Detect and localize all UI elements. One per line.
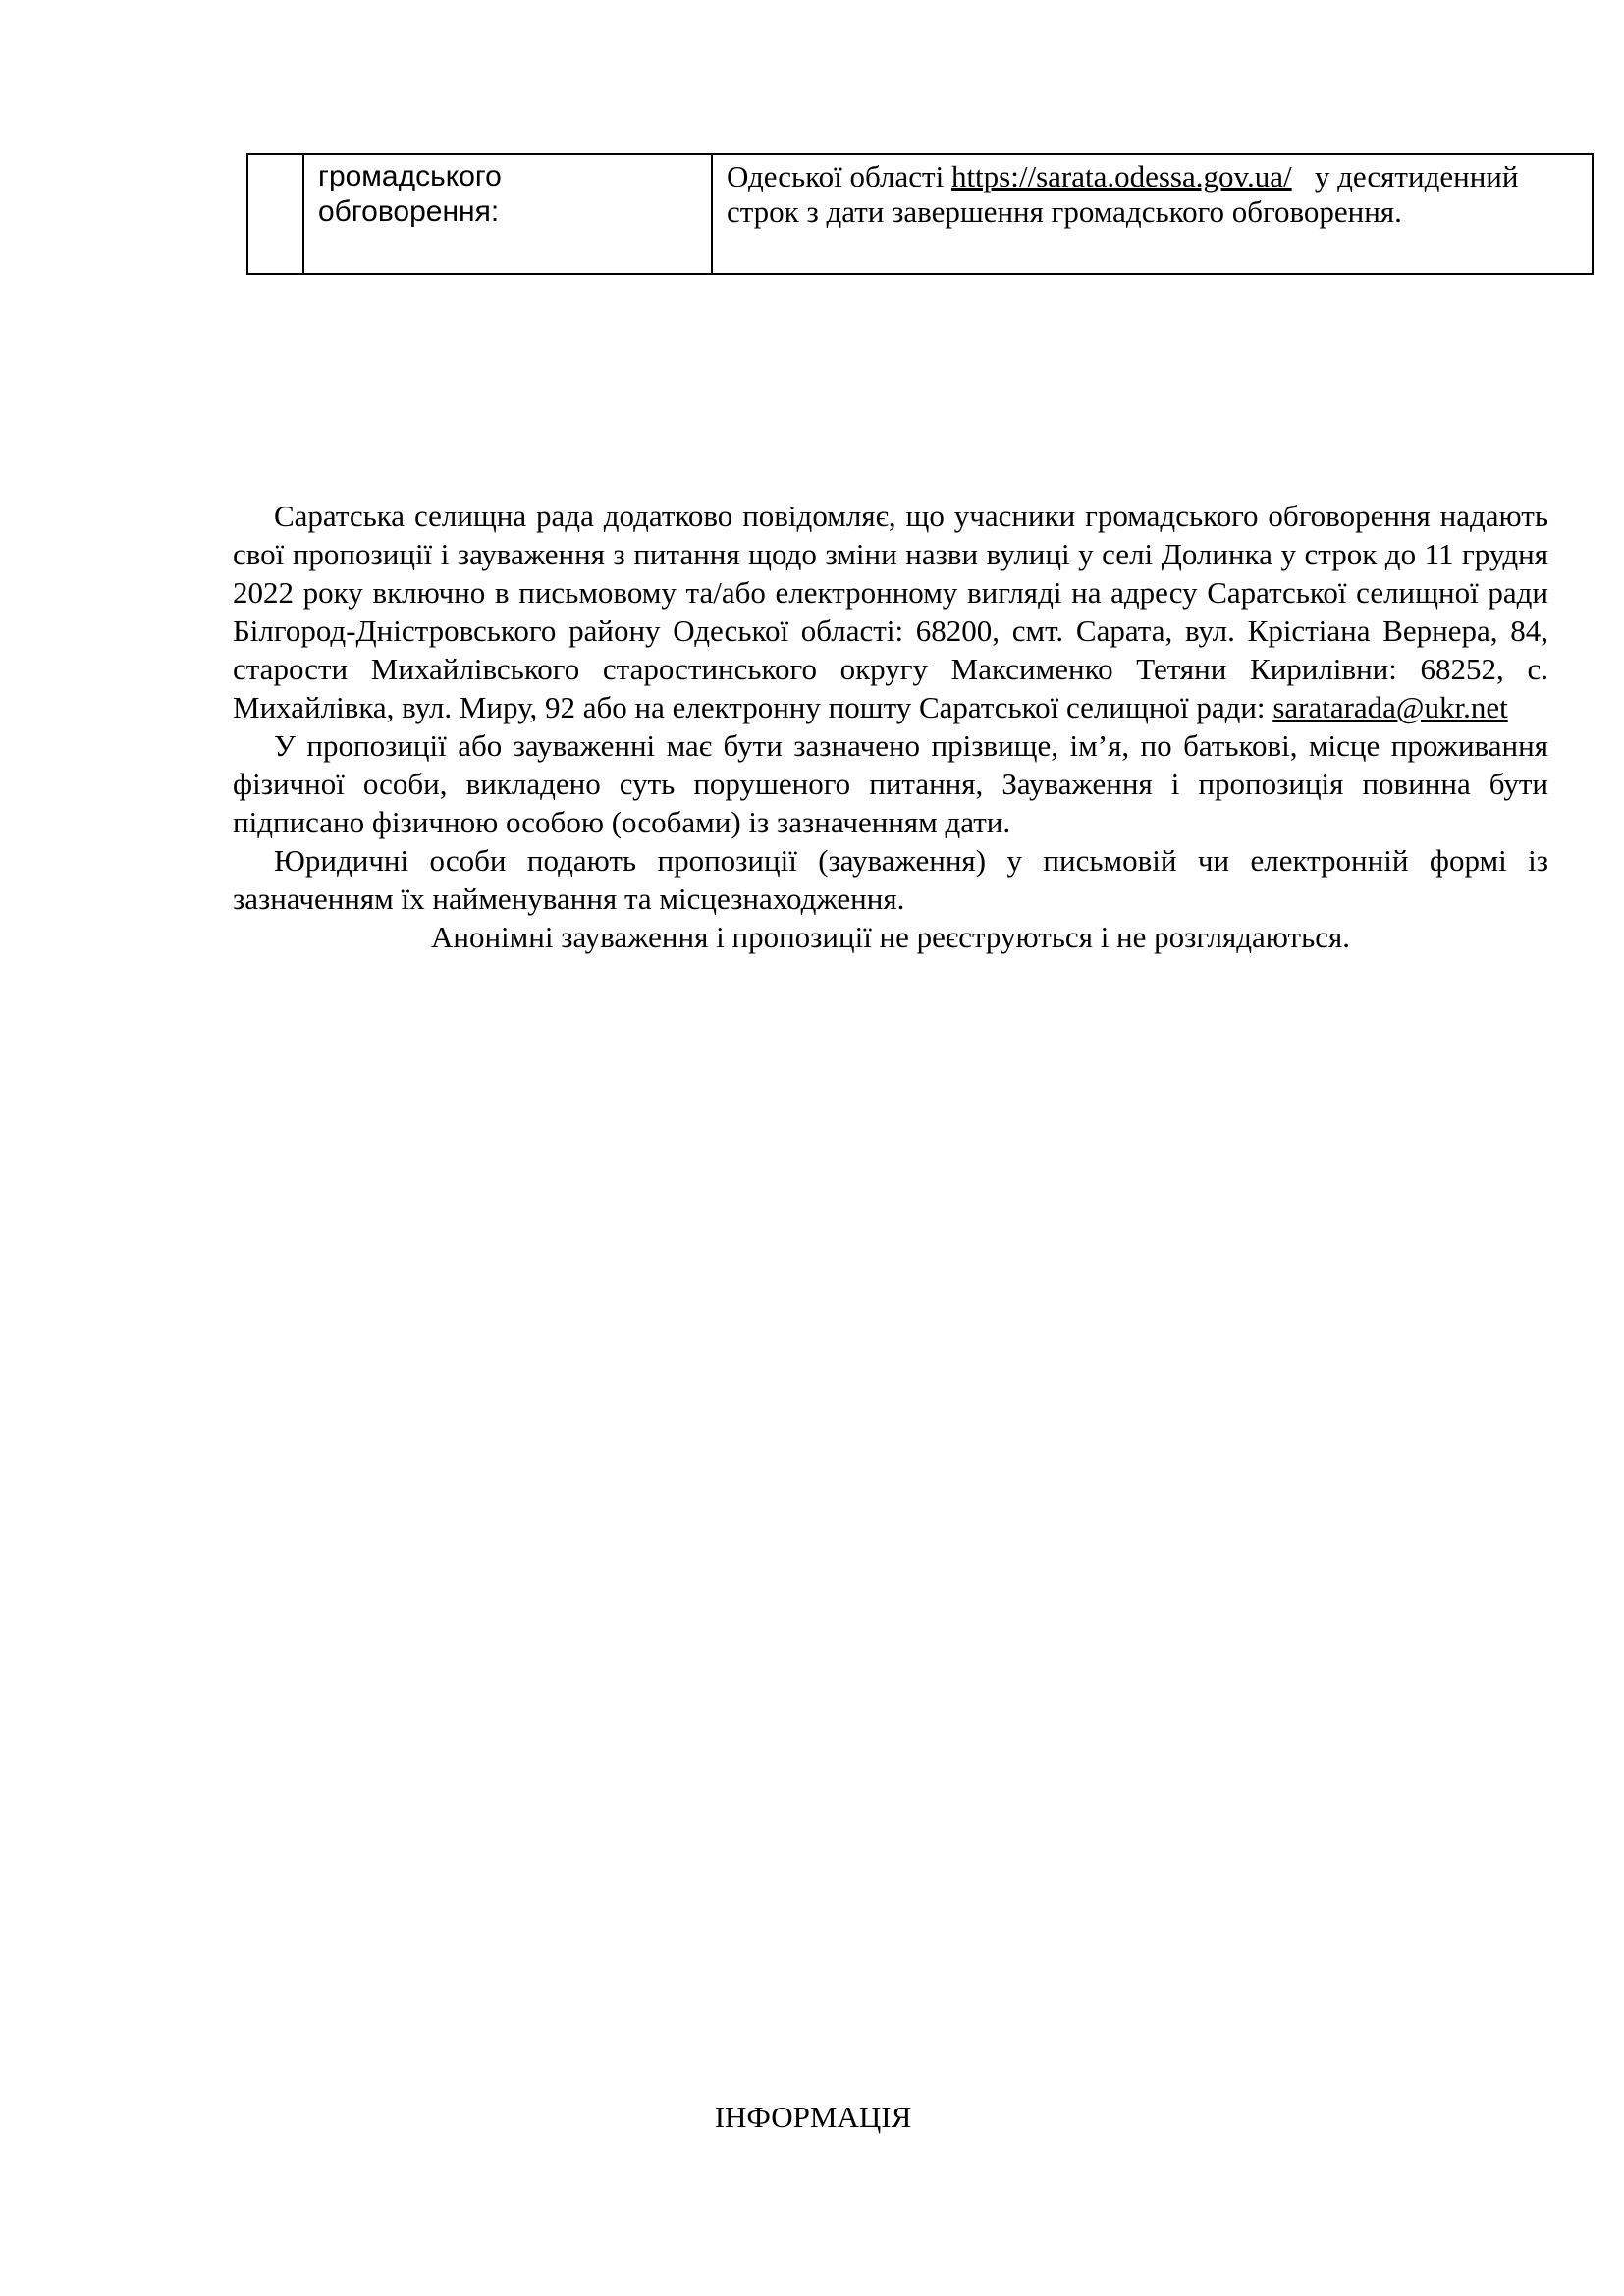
table-cell-value-prefix: Одеської області bbox=[727, 159, 951, 193]
section-heading: ІНФОРМАЦІЯ bbox=[714, 2100, 912, 2134]
table-cell-label-line: громадського bbox=[318, 160, 502, 192]
table-cell-number bbox=[247, 154, 303, 274]
table-cell-label-line: обговорення: bbox=[318, 195, 500, 228]
info-table bbox=[246, 153, 1594, 275]
table-cell-value-rest: десятиденний строк з дати завершення громадського обговорення. bbox=[727, 159, 1519, 229]
table-cell-value-suffix: у bbox=[1291, 159, 1330, 193]
paragraph-submission bbox=[233, 497, 1548, 726]
table-cell-value bbox=[712, 154, 1593, 274]
notice-body bbox=[233, 497, 1548, 956]
paragraph-submission-text: Саратська селищна рада додатково повідомляє, що учасники громадського обговорення надають свої пропозиції і зауваження з питання щодо зміни назви вулиці у селі Долинка у строк до 11 грудня 2022 року включно в письмовому та/або електронному вигляді на адресу Саратської селищної ради Білгород-Дністровського району Одеської області: 68200, смт. Сарата, вул. Крістіана Вернера, 84, старости Михайлівського старостинського округу Максименко Тетяни Кирилівни: 68252, с. Михайлівка, вул. Миру, 92 або на електронну пошту Саратської селищної ради: bbox=[233, 499, 1548, 724]
email-link[interactable]: saratarada@ukr.net bbox=[1272, 690, 1508, 724]
paragraph-legal-entities: Юридичні особи подають пропозиції (зауваження) у письмовій чи електронній формі із зазначенням їх найменування та місцезнаходження. bbox=[233, 843, 1548, 916]
paragraph-requirements: У пропозиції або зауваженні має бути зазначено прізвище, ім’я, по батькові, місце проживання фізичної особи, викладено суть порушеного питання, Зауваження і пропозиція повинна бути підписано фізичною особою (особами) із зазначенням дати. bbox=[233, 728, 1548, 839]
table-row bbox=[247, 154, 1593, 274]
paragraph-anonymous: Анонімні зауваження і пропозиції не реєструються і не розглядаються. bbox=[430, 920, 1351, 954]
table-cell-label bbox=[303, 154, 712, 274]
website-link[interactable]: https://sarata.odessa.gov.ua/ bbox=[950, 159, 1292, 193]
